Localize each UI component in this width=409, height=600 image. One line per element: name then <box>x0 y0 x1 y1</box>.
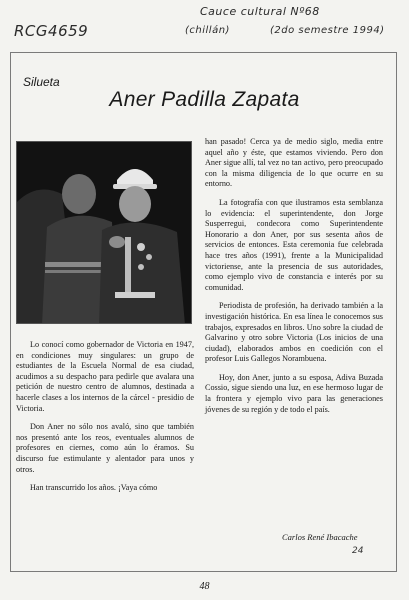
article-title: Aner Padilla Zapata <box>109 88 300 111</box>
section-label: Silueta <box>23 75 60 89</box>
handwritten-mark: 24 <box>352 546 364 556</box>
paragraph: Hoy, don Aner, junto a su esposa, Adiva Buzada Cossio, sigue siendo una luz, en ese hermoso lugar de la frontera y ejemplo vivo para las generaciones jóvenes de su región y de todo el país. <box>205 372 383 414</box>
paragraph: Periodista de profesión, ha derivado también a la investigación histórica. En esa línea le conocemos sus trabajos, expresados en libros. Uno sobre la ciudad de Galvarino y otro sobre Victoria (Los inicios de una ciudad), elaborados ambos en coedición con el profesor Luis Gallegos Norambuena. <box>205 301 383 364</box>
handwritten-date-note: (2do semestre 1994) <box>270 25 385 36</box>
paragraph: han pasado! Cerca ya de medio siglo, media entre aquel año y éste, que estamos viviendo. Pero don Aner sigue allí, tal vez no tan activo, pero preocupado con la misma diligencia de lo que ocurre en su entorno. <box>205 137 383 189</box>
handwritten-catalog-id: RCG4659 <box>14 22 89 40</box>
paragraph: Don Aner no sólo nos avaló, sino que también nos presentó ante los reos, eventuales alumnos de profesores en ciernes, como aún lo éramos. Su discurso fue estimulante y alentador para unos y otros. <box>16 422 194 474</box>
handwritten-city-note: (chillán) <box>185 25 230 36</box>
paragraph: La fotografía con que ilustramos esta semblanza lo evidencia: el superintendente, don Jorge Susperregui, condecora como Superintendente Honorario a don Aner, por sus sesenta años de servicios de entonces. Esta ceremonia fue celebrada hace tres años (1991), frente a la Municipalidad victoriense, ante la presencia de sus autoridades, como ejemplo vivo de constancia e interés por su comunidad. <box>205 197 383 292</box>
page-number: 48 <box>199 581 210 592</box>
author-signature: Carlos René Ibacache <box>282 532 358 542</box>
paragraph: Han transcurrido los años. ¡Vaya cómo <box>30 483 158 493</box>
photo-illustration <box>17 142 192 324</box>
article-photo <box>16 141 192 324</box>
paragraph: Lo conocí como gobernador de Victoria en 1947, en condiciones muy singulares: un grupo de estudiantes de la Escuela Normal de esa ciudad, acudimos a su despacho para pedirle que avalara una petición de nuestro centro de alumnos, destinada a hacerle clases a los internos de la cárcel - presidio de Victoria. <box>16 340 194 413</box>
article-right-column <box>205 137 383 423</box>
handwritten-source-note: Cauce cultural Nº68 <box>200 5 320 18</box>
article-left-column <box>16 340 194 502</box>
